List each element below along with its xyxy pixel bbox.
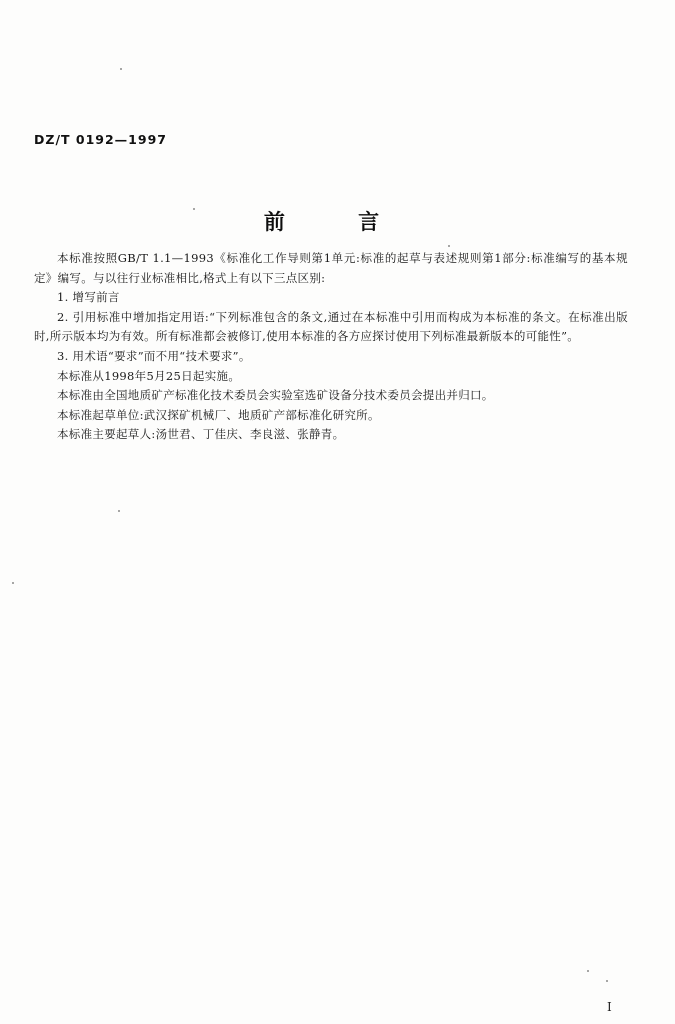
paragraph-item-1: 1. 增写前言 [57, 290, 120, 305]
body-text [34, 249, 628, 445]
paragraph-drafting-unit: 本标准起草单位:武汉探矿机械厂、地质矿产部标准化研究所。 [57, 407, 380, 422]
scan-speck [448, 245, 450, 247]
scan-speck [606, 980, 608, 982]
standard-code: DZ/T 0192—1997 [34, 132, 167, 147]
paragraph-effective-date: 本标准从1998年5月25日起实施。 [57, 368, 241, 383]
paragraph-item-2: 2. 引用标准中增加指定用语:“下列标准包含的条文,通过在本标准中引用而构成为本标准的条文。在标准出版时,所示版本均为有效。所有标准都会被修订,使用本标准的各方应探讨使用下列标准最新版本的可能性”。 [34, 309, 628, 344]
page-title: 前 言 [263, 210, 382, 234]
page-number: I [607, 1000, 612, 1014]
scan-speck [193, 208, 195, 210]
paragraph-intro: 本标准按照GB/T 1.1—1993《标准化工作导则第1单元:标准的起草与表述规则第1部分:标准编写的基本规定》编写。与以往行业标准相比,格式上有以下三点区别: [34, 251, 628, 285]
paragraph-item-3: 3. 用术语“要求”而不用“技术要求”。 [57, 348, 251, 363]
paragraph-drafters: 本标准主要起草人:汤世君、丁佳庆、李良滋、张静青。 [57, 427, 345, 442]
scan-speck [587, 970, 589, 972]
scan-speck [120, 68, 122, 70]
scan-speck [12, 582, 14, 584]
paragraph-proposer: 本标准由全国地质矿产标准化技术委员会实验室选矿设备分技术委员会提出并归口。 [57, 388, 494, 403]
scan-speck [118, 510, 120, 512]
